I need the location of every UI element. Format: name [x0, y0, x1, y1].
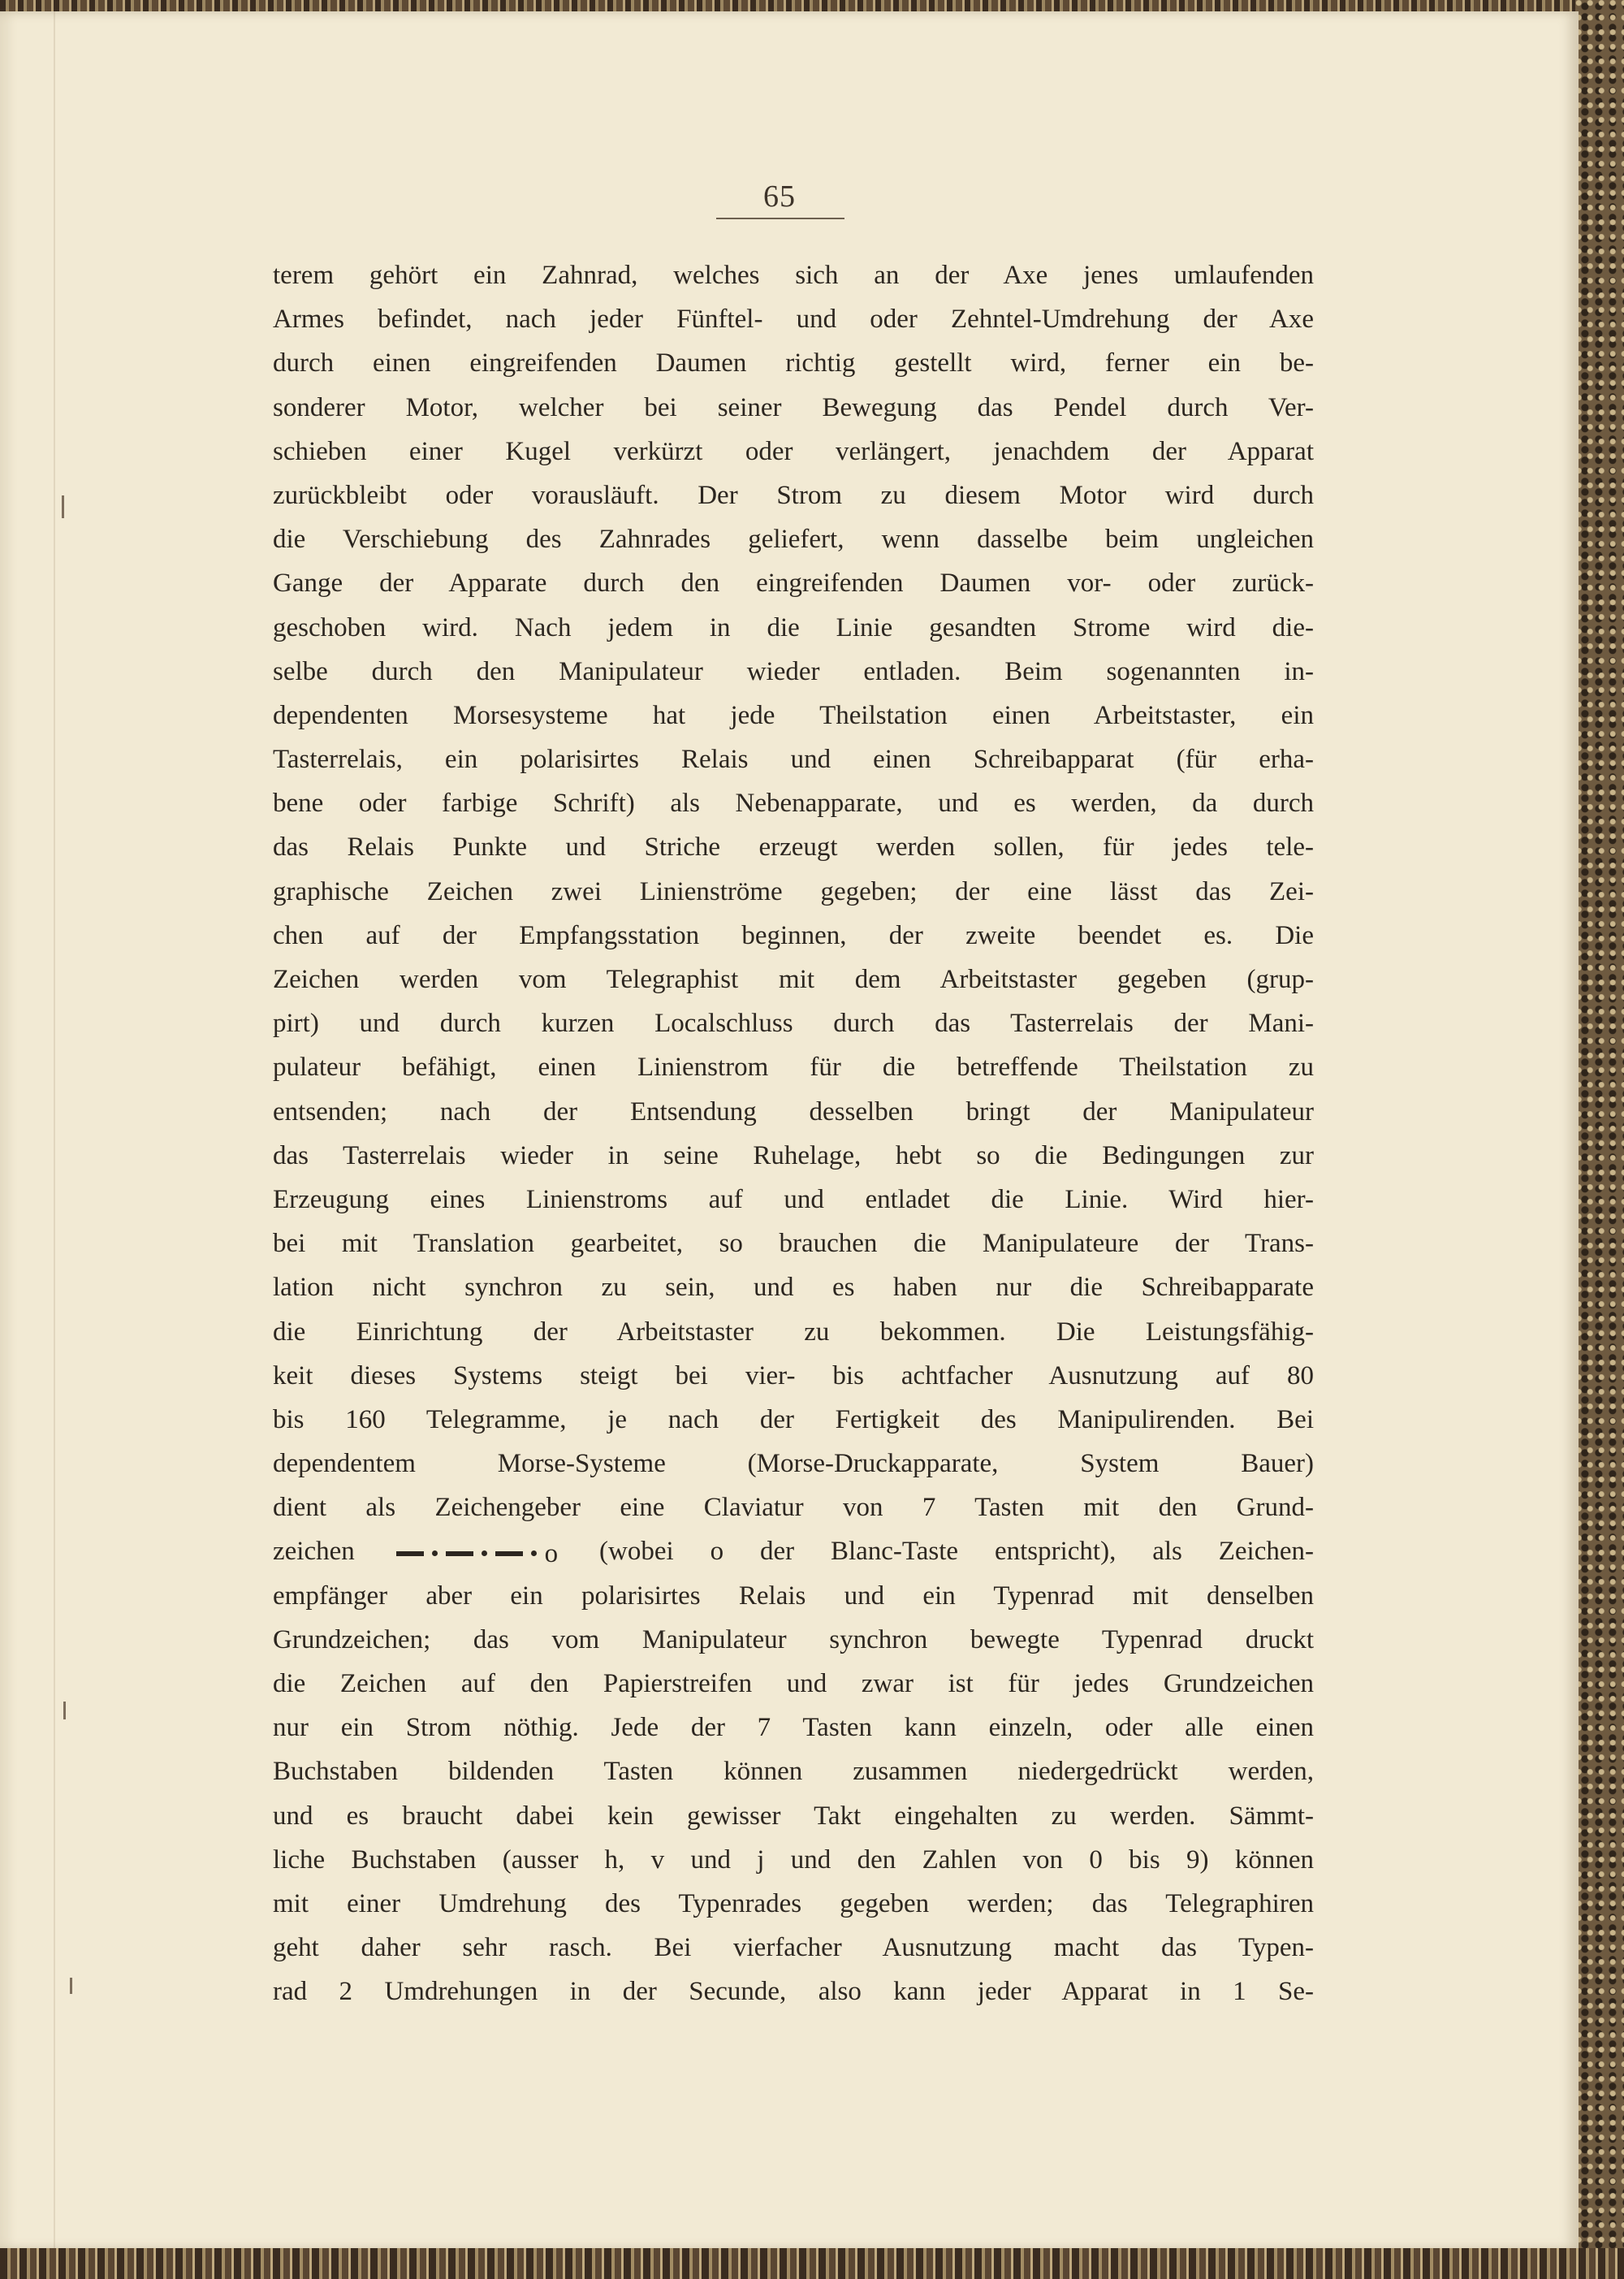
text-line: und es braucht dabei kein gewisser Takt eingehalten zu werden. Sämmt- [273, 1801, 1314, 1831]
text-line: Erzeugung eines Linienstroms auf und entladet die Linie. Wird hier- [273, 1184, 1314, 1214]
dash-symbol [495, 1551, 523, 1556]
book-edge-bottom [0, 2248, 1624, 2279]
text-line: selbe durch den Manipulateur wieder entladen. Beim sogenannten in- [273, 656, 1314, 686]
text-line: lation nicht synchron zu sein, und es haben nur die Schreibapparate [273, 1273, 1314, 1303]
margin-mark [63, 1702, 66, 1719]
text-line: die Verschiebung des Zahnrades geliefert, wenn dasselbe beim ungleichen [273, 525, 1314, 555]
text-line: mit einer Umdrehung des Typenrades gegeben werden; das Telegraphiren [273, 1888, 1314, 1918]
dash-symbol [446, 1551, 473, 1556]
dash-symbol [396, 1551, 424, 1556]
symbol-line [273, 1529, 1314, 1573]
text-line: empfänger aber ein polarisirtes Relais und ein Typenrad mit denselben [273, 1581, 1314, 1611]
symbol-line-start: zeichen [273, 1537, 355, 1567]
page-gutter [54, 11, 55, 2250]
text-line: dependentem Morse-Systeme (Morse-Druckapparate, System Bauer) [273, 1449, 1314, 1479]
text-line: die Zeichen auf den Papierstreifen und zwar ist für jedes Grundzeichen [273, 1669, 1314, 1698]
text-line: zurückbleibt oder vorausläuft. Der Strom zu diesem Motor wird durch [273, 480, 1314, 510]
text-line: bei mit Translation gearbeitet, so brauchen die Manipulateure der Trans- [273, 1229, 1314, 1259]
dot-symbol [432, 1550, 438, 1556]
text-line: Tasterrelais, ein polarisirtes Relais und einen Schreibapparat (für erha- [273, 745, 1314, 775]
text-line: das Relais Punkte und Striche erzeugt werden sollen, für jedes tele- [273, 832, 1314, 863]
text-line: Zeichen werden vom Telegraphist mit dem Arbeitstaster gegeben (grup- [273, 965, 1314, 994]
page-number-rule [716, 218, 844, 219]
text-line: bis 160 Telegramme, je nach der Fertigkeit des Manipulirenden. Bei [273, 1404, 1314, 1434]
dot-symbol [482, 1550, 487, 1556]
text-line: sonderer Motor, welcher bei seiner Bewegung das Pendel durch Ver- [273, 392, 1314, 422]
text-line: keit dieses Systems steigt bei vier- bis achtfacher Ausnutzung auf 80 [273, 1360, 1314, 1390]
text-line: dient als Zeichengeber eine Claviatur von 7 Tasten mit den Grund- [273, 1493, 1314, 1523]
text-line: Gange der Apparate durch den eingreifenden Daumen vor- oder zurück- [273, 569, 1314, 599]
text-line: geschoben wird. Nach jedem in die Linie gesandten Strome wird die- [273, 612, 1314, 642]
margin-mark [62, 495, 64, 518]
morse-signal-sequence [396, 1532, 559, 1574]
text-line: entsenden; nach der Entsendung desselben bringt der Manipulateur [273, 1096, 1314, 1127]
text-line: Buchstaben bildenden Tasten können zusammen niedergedrückt werden, [273, 1757, 1314, 1787]
text-line: bene oder farbige Schrift) als Nebenapparate, und es werden, da durch [273, 789, 1314, 819]
text-line: Grundzeichen; das vom Manipulateur synchron bewegte Typenrad druckt [273, 1624, 1314, 1654]
blank-key-symbol: o [544, 1538, 559, 1568]
body-text [273, 253, 1314, 2014]
text-line: durch einen eingreifenden Daumen richtig gestellt wird, ferner ein be- [273, 348, 1314, 378]
book-edge-right [1575, 0, 1624, 2279]
text-line: geht daher sehr rasch. Bei vierfacher Ausnutzung macht das Typen- [273, 1933, 1314, 1963]
text-line: pulateur befähigt, einen Linienstrom für die betreffende Theilstation zu [273, 1053, 1314, 1083]
text-line: rad 2 Umdrehungen in der Secunde, also kann jeder Apparat in 1 Se- [273, 1977, 1314, 2007]
text-line: pirt) und durch kurzen Localschluss durch das Tasterrelais der Mani- [273, 1009, 1314, 1039]
text-line: liche Buchstaben (ausser h, v und j und den Zahlen von 0 bis 9) können [273, 1844, 1314, 1875]
text-line: chen auf der Empfangsstation beginnen, der zweite beendet es. Die [273, 920, 1314, 950]
text-line: die Einrichtung der Arbeitstaster zu bekommen. Die Leistungsfähig- [273, 1317, 1314, 1347]
text-line: terem gehört ein Zahnrad, welches sich an der Axe jenes umlaufenden [273, 261, 1314, 290]
margin-mark [70, 1978, 72, 1994]
symbol-line-end: (wobei o der Blanc-Taste entspricht), als Zeichen- [599, 1537, 1314, 1567]
text-line: dependenten Morsesysteme hat jede Theilstation einen Arbeitstaster, ein [273, 700, 1314, 730]
page-number: 65 [763, 179, 796, 214]
text-line: graphische Zeichen zwei Linienströme gegeben; der eine lässt das Zei- [273, 876, 1314, 906]
text-line: Armes befindet, nach jeder Fünftel- und oder Zehntel-Umdrehung der Axe [273, 305, 1314, 335]
text-line: schieben einer Kugel verkürzt oder verlängert, jenachdem der Apparat [273, 436, 1314, 466]
dot-symbol [531, 1550, 537, 1556]
text-line: nur ein Strom nöthig. Jede der 7 Tasten kann einzeln, oder alle einen [273, 1713, 1314, 1743]
text-line: das Tasterrelais wieder in seine Ruhelage, hebt so die Bedingungen zur [273, 1140, 1314, 1170]
